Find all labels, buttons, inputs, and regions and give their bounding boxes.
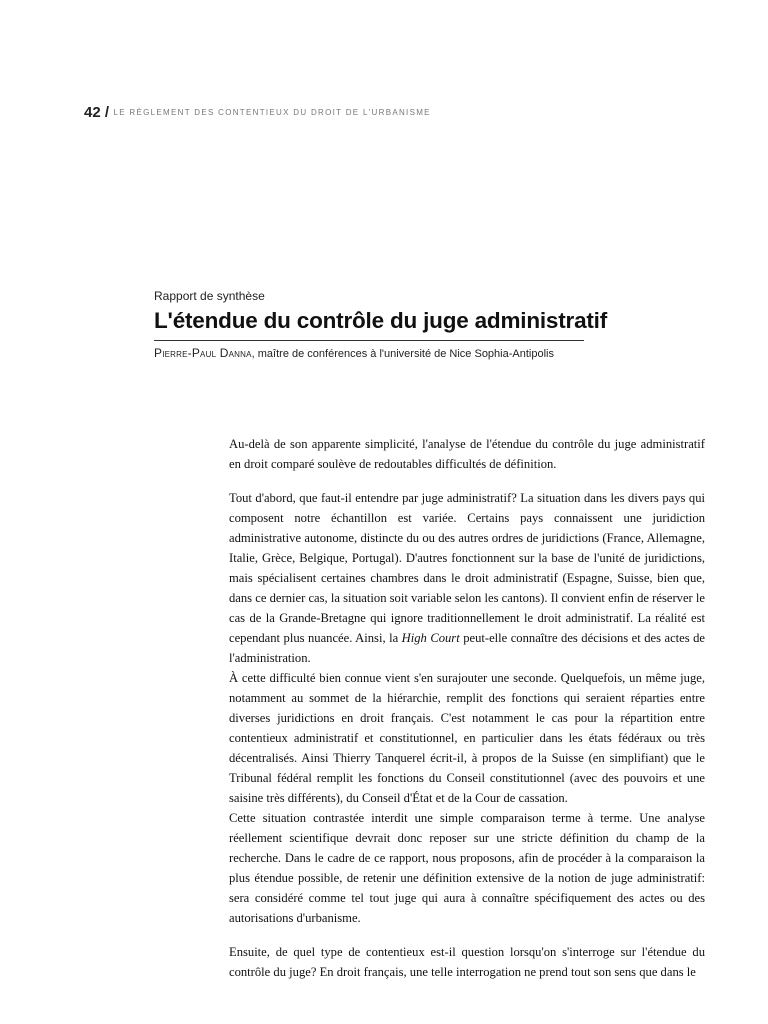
page-number: 42 / (84, 104, 110, 121)
author-affiliation: , maître de conférences à l'université de Nice Sophia-Antipolis (251, 348, 554, 360)
paragraph-definition-text: Tout d'abord, que faut-il entendre par juge administratif? La situation dans les divers pays qui composent notre échantillon est variée. Certains pays connaissent une juridiction administrative autonome, distincte du ou des autres ordres de juridictions (France, Allemagne, Italie, Grèce, Belgique, Portugal). D'autres fonctionnent sur la base de l'unité de juridictions, mais spécialisent certaines chambres dans le droit administratif (Espagne, Suisse, bien que, dans ce dernier cas, la situation soit variable selon les cantons). Il convient enfin de réserver le cas de la Grande-Bretagne qui ignore traditionnellement le droit administratif. La réalité est cependant plus nuancée. Ainsi, la (229, 491, 705, 645)
running-header (84, 104, 431, 122)
paragraph-intro: Au-delà de son apparente simplicité, l'analyse de l'étendue du contrôle du juge administratif en droit comparé soulève de redoutables difficultés de définition. (229, 437, 705, 471)
paragraph-definition (229, 488, 705, 668)
article-title: L'étendue du contrôle du juge administratif (154, 308, 608, 333)
paragraph-contentieux: Ensuite, de quel type de contentieux est-il question lorsqu'on s'interroge sur l'étendue du contrôle du juge? En droit français, une telle interrogation ne prend tout son sens que dans le (229, 945, 705, 979)
paragraph-second-difficulty: À cette difficulté bien connue vient s'en surajouter une seconde. Quelquefois, un même juge, notamment au sommet de la hiérarchie, remplit des fonctions qui seraient réparties entre diverses juridictions en droit français. C'est notamment le cas pour la répartition entre contentieux administratif et constitutionnel, en particulier dans les états fédéraux ou très décentralisés. Ainsi Thierry Tanquerel écrit-il, à propos de la Suisse (en simplifiant) que le Tribunal fédéral remplit les fonctions du Conseil constitutionnel (avec des pouvoirs et une saisine très différents), du Conseil d'État et de la Cour de cassation. (229, 671, 705, 805)
author-name: Pierre-Paul Danna (154, 346, 252, 360)
article-body (229, 434, 705, 982)
paragraph-gap (229, 928, 705, 942)
running-title: LE RÈGLEMENT DES CONTENTIEUX DU DROIT DE L'URBANISME (113, 108, 431, 117)
article-header (154, 289, 608, 360)
byline (154, 346, 594, 360)
title-rule (154, 340, 584, 341)
article-kicker: Rapport de synthèse (154, 289, 265, 303)
paragraph-comparison: Cette situation contrastée interdit une simple comparaison terme à terme. Une analyse réellement scientifique devrait donc reposer sur une stricte définition du champ de la recherche. Dans le cadre de ce rapport, nous proposons, afin de procéder à la comparaison la plus étendue possible, de retenir une définition extensive de la notion de juge administratif: sera considéré comme tel tout juge qui aura à connaître spécifiquement des actes ou des autorisations d'urbanisme. (229, 811, 705, 925)
high-court-emphasis: High Court (401, 631, 460, 645)
paragraph-definition-end: peut-elle connaître des décisions et des actes de l'administration. (229, 631, 706, 665)
paragraph-gap (229, 474, 705, 488)
